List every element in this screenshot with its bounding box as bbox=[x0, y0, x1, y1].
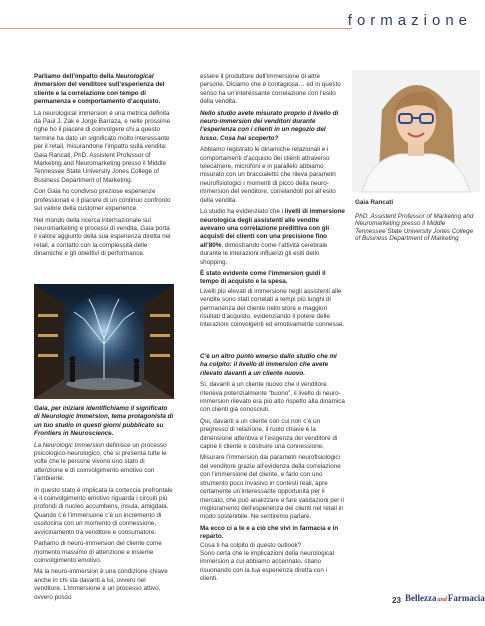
interview-question-2: Nello studio avete misurato proprio il livello di neuro-immersion dei venditori durante l’esperienza con i clienti in un negozio del lusso. Cosa hai scoperto? bbox=[200, 109, 339, 142]
page-number: 23 bbox=[392, 596, 401, 605]
intro-lead-italic: Neurological Immersion bbox=[34, 73, 154, 89]
section-title: formazione bbox=[347, 12, 472, 29]
magazine-logo bbox=[405, 593, 485, 603]
caption-role: PhD. Assistent Professor of Marketing and Neuromarketing presso il Middle Tennessee State University Jones College of Business Department of Marketing bbox=[355, 212, 474, 243]
interview-column-2 bbox=[200, 73, 345, 333]
p2-a: Lo studio ha evidenziato che i bbox=[200, 208, 285, 216]
interview-answer-4: Ma la neuro-immersion è una condizione chiave anche in chi sta davanti a lui, ovvero nel venditore. L’immersione è un processo attivo, ovvero posso bbox=[34, 568, 168, 601]
header-divider bbox=[0, 28, 352, 29]
interview-column-1 bbox=[34, 405, 174, 605]
interview-column-3 bbox=[200, 353, 345, 587]
p2-bold: livelli di immersione neurologica degli assistenti alle vendite avevano una correlazione predittiva con gli acquisti dei clienti con una precisione fino all’80% bbox=[200, 208, 345, 249]
col2b-paragraph-1: Sì, davanti a un cliente nuovo che il venditore riteneva potenzialmente “buono”, il livello di neuro-immersion rilevato era più alto rispetto alla dinamica con clienti già conosciuti. bbox=[200, 381, 345, 414]
portrait-illustration bbox=[352, 70, 480, 192]
col2b-paragraph-2: Qui, davanti a un cliente con cui non c’è un pregresso di relazione, il ruolo chiave è la dimensione attentiva e l’esigenza del venditore di capire il cliente e costruire una connessione. bbox=[200, 417, 338, 451]
portrait-caption bbox=[355, 199, 475, 243]
store-interior-photo bbox=[34, 284, 174, 399]
caption-name: Gaia Rancati bbox=[355, 199, 394, 206]
col2-paragraph-0: essere il produttore dell’immersione di altre persone. Diciamo che è contagiosa… ed in questo senso ha un’interessante correlazione con l’esito della vendita. bbox=[200, 73, 341, 106]
intro-lead-b: del venditore sull’esperienza del cliente e la correlazione con tempo di permanenza e comportamento d’acquisto. bbox=[34, 81, 165, 106]
magazine-logo-and: and bbox=[437, 597, 447, 603]
col2b-paragraph-5: Sono certa che le implicazioni della neurological immersion a cui abbiamo accennato, stiano risuonando con la tua esperienza diretta con i clienti. bbox=[200, 549, 335, 583]
store-illustration bbox=[34, 284, 174, 399]
col2b-paragraph-3: Misurare l’immersion dai parametri neurofisiologici del venditore grazie all’evidenza della correlazione con l’immersione del cliente, e farlo con uno strumento poco invasivo in contesti reali, apre certamente un’interessante opportunità per il mercato, che può analizzare e fare valutazioni per il miglioramento dell’esperienza dei clienti nel retail in modo sostenibile. Ne sentiremo parlare. bbox=[200, 454, 344, 521]
col2-paragraph-3: Livelli più elevati di immersione negli assistenti alle vendite sono stati correlati a tempi più lunghi di permanenza del cliente nello store e maggiori risultati d’acquisto, evidenziando il potere delle interazioni coinvolgenti ed emotivamente connesse. bbox=[200, 287, 345, 329]
intro-paragraph-3: Nel mondo della ricerca internazionale sul neuromarketing e processi di vendita, Gaia porta il valore aggiunto della sua esperienza diretta nel retail, a contatto con la complessità delle dinamiche e gli obiettivi di performance. bbox=[34, 216, 171, 258]
col2-paragraph-2 bbox=[200, 208, 345, 267]
interview-question-1: Gaia, per iniziare identifichiamo il significato di Neurologic Immersion, tema protagonista di un tuo studio in questi giorni pubblicato su Frontiers in Neuroscience. bbox=[34, 405, 174, 438]
magazine-logo-a: Bellezza bbox=[405, 593, 437, 603]
author-portrait bbox=[352, 70, 480, 192]
intro-paragraph-1: La neurological immersion è una metrica definita da Paul J. Zak e Jorge Barraza, e nelle prossime righe ho il piacere di coinvolgere chi a questo termine ha dato un significato molto interessante per il retail, misurandone l’impatto sulla vendita: Gaia Rancati, PhD. Assistent Professor of Marketing and Neuromarketing presso il Middle Tennessee State University Jones College of Business Department of Marketing. bbox=[34, 109, 171, 184]
interview-answer-1 bbox=[34, 442, 174, 484]
col2b-paragraph-4: Cosa ti ha colpito di questo outlook? bbox=[200, 541, 302, 549]
intro-paragraph-2: Con Gaia ho condiviso preziose esperienze professionali e il piacere di un continuo confronto sul valore della customer experience. bbox=[34, 188, 171, 213]
intro-lead bbox=[34, 73, 174, 107]
col2-highlight: È stato evidente come l’immersion guidi il tempo di acquisto e la spesa. bbox=[200, 269, 326, 286]
interview-answer-2: In questo stato è implicata la corteccia prefrontale e il coinvolgimento emotivo riguarda i circuiti più profondi di nucleo accumbens, insula, amigdala. Quando c’è l’immersione c’è un incremento di ossitocina con un momento di connessione, avvicinamento tra venditore e consumatore. bbox=[34, 486, 173, 536]
interview-question-3: C’è un altro punto emerso dallo studio che mi ha colpito: il livello di immersion che avete rilevato davanti a un cliente nuovo. bbox=[200, 353, 337, 377]
answer-1-italic: La Neurologic Immersion bbox=[34, 441, 104, 449]
p2-c: , dimostrando come l’attività cerebrale durante le interazioni influenzi gli esiti dello shopping. bbox=[200, 241, 328, 266]
magazine-logo-b: Farmacia bbox=[447, 593, 485, 603]
intro-column bbox=[34, 73, 174, 262]
intro-lead-a: Parliamo dell’impatto della bbox=[34, 73, 116, 80]
interview-question-4: Ma ecco ci a te e a ciò che vivi in farmacia e in reparto. bbox=[200, 524, 339, 541]
answer-1-text: definisce un processo psicologico-neurologico, che si presenta tutte le volte che le persone vivono uno stato di attenzione e di coinvolgimento emotivo con l’ambiente. bbox=[34, 441, 167, 483]
col2-paragraph-1: Abbiamo registrato le dinamiche relazionali e i comportamenti d’acquisto dei clienti attraverso telecamere, microfoni e in parallelo abbiamo misurato con un braccialetto che rileva parametri neurofisiologici i momenti di picco della neuro-immersion del venditore, correlandoli poi all’esito della vendita. bbox=[200, 146, 336, 204]
interview-answer-3: Parliamo di neuro-immersion del cliente come momento massimo di attenzione e insieme coinvolgimento emotivo. bbox=[34, 540, 162, 564]
